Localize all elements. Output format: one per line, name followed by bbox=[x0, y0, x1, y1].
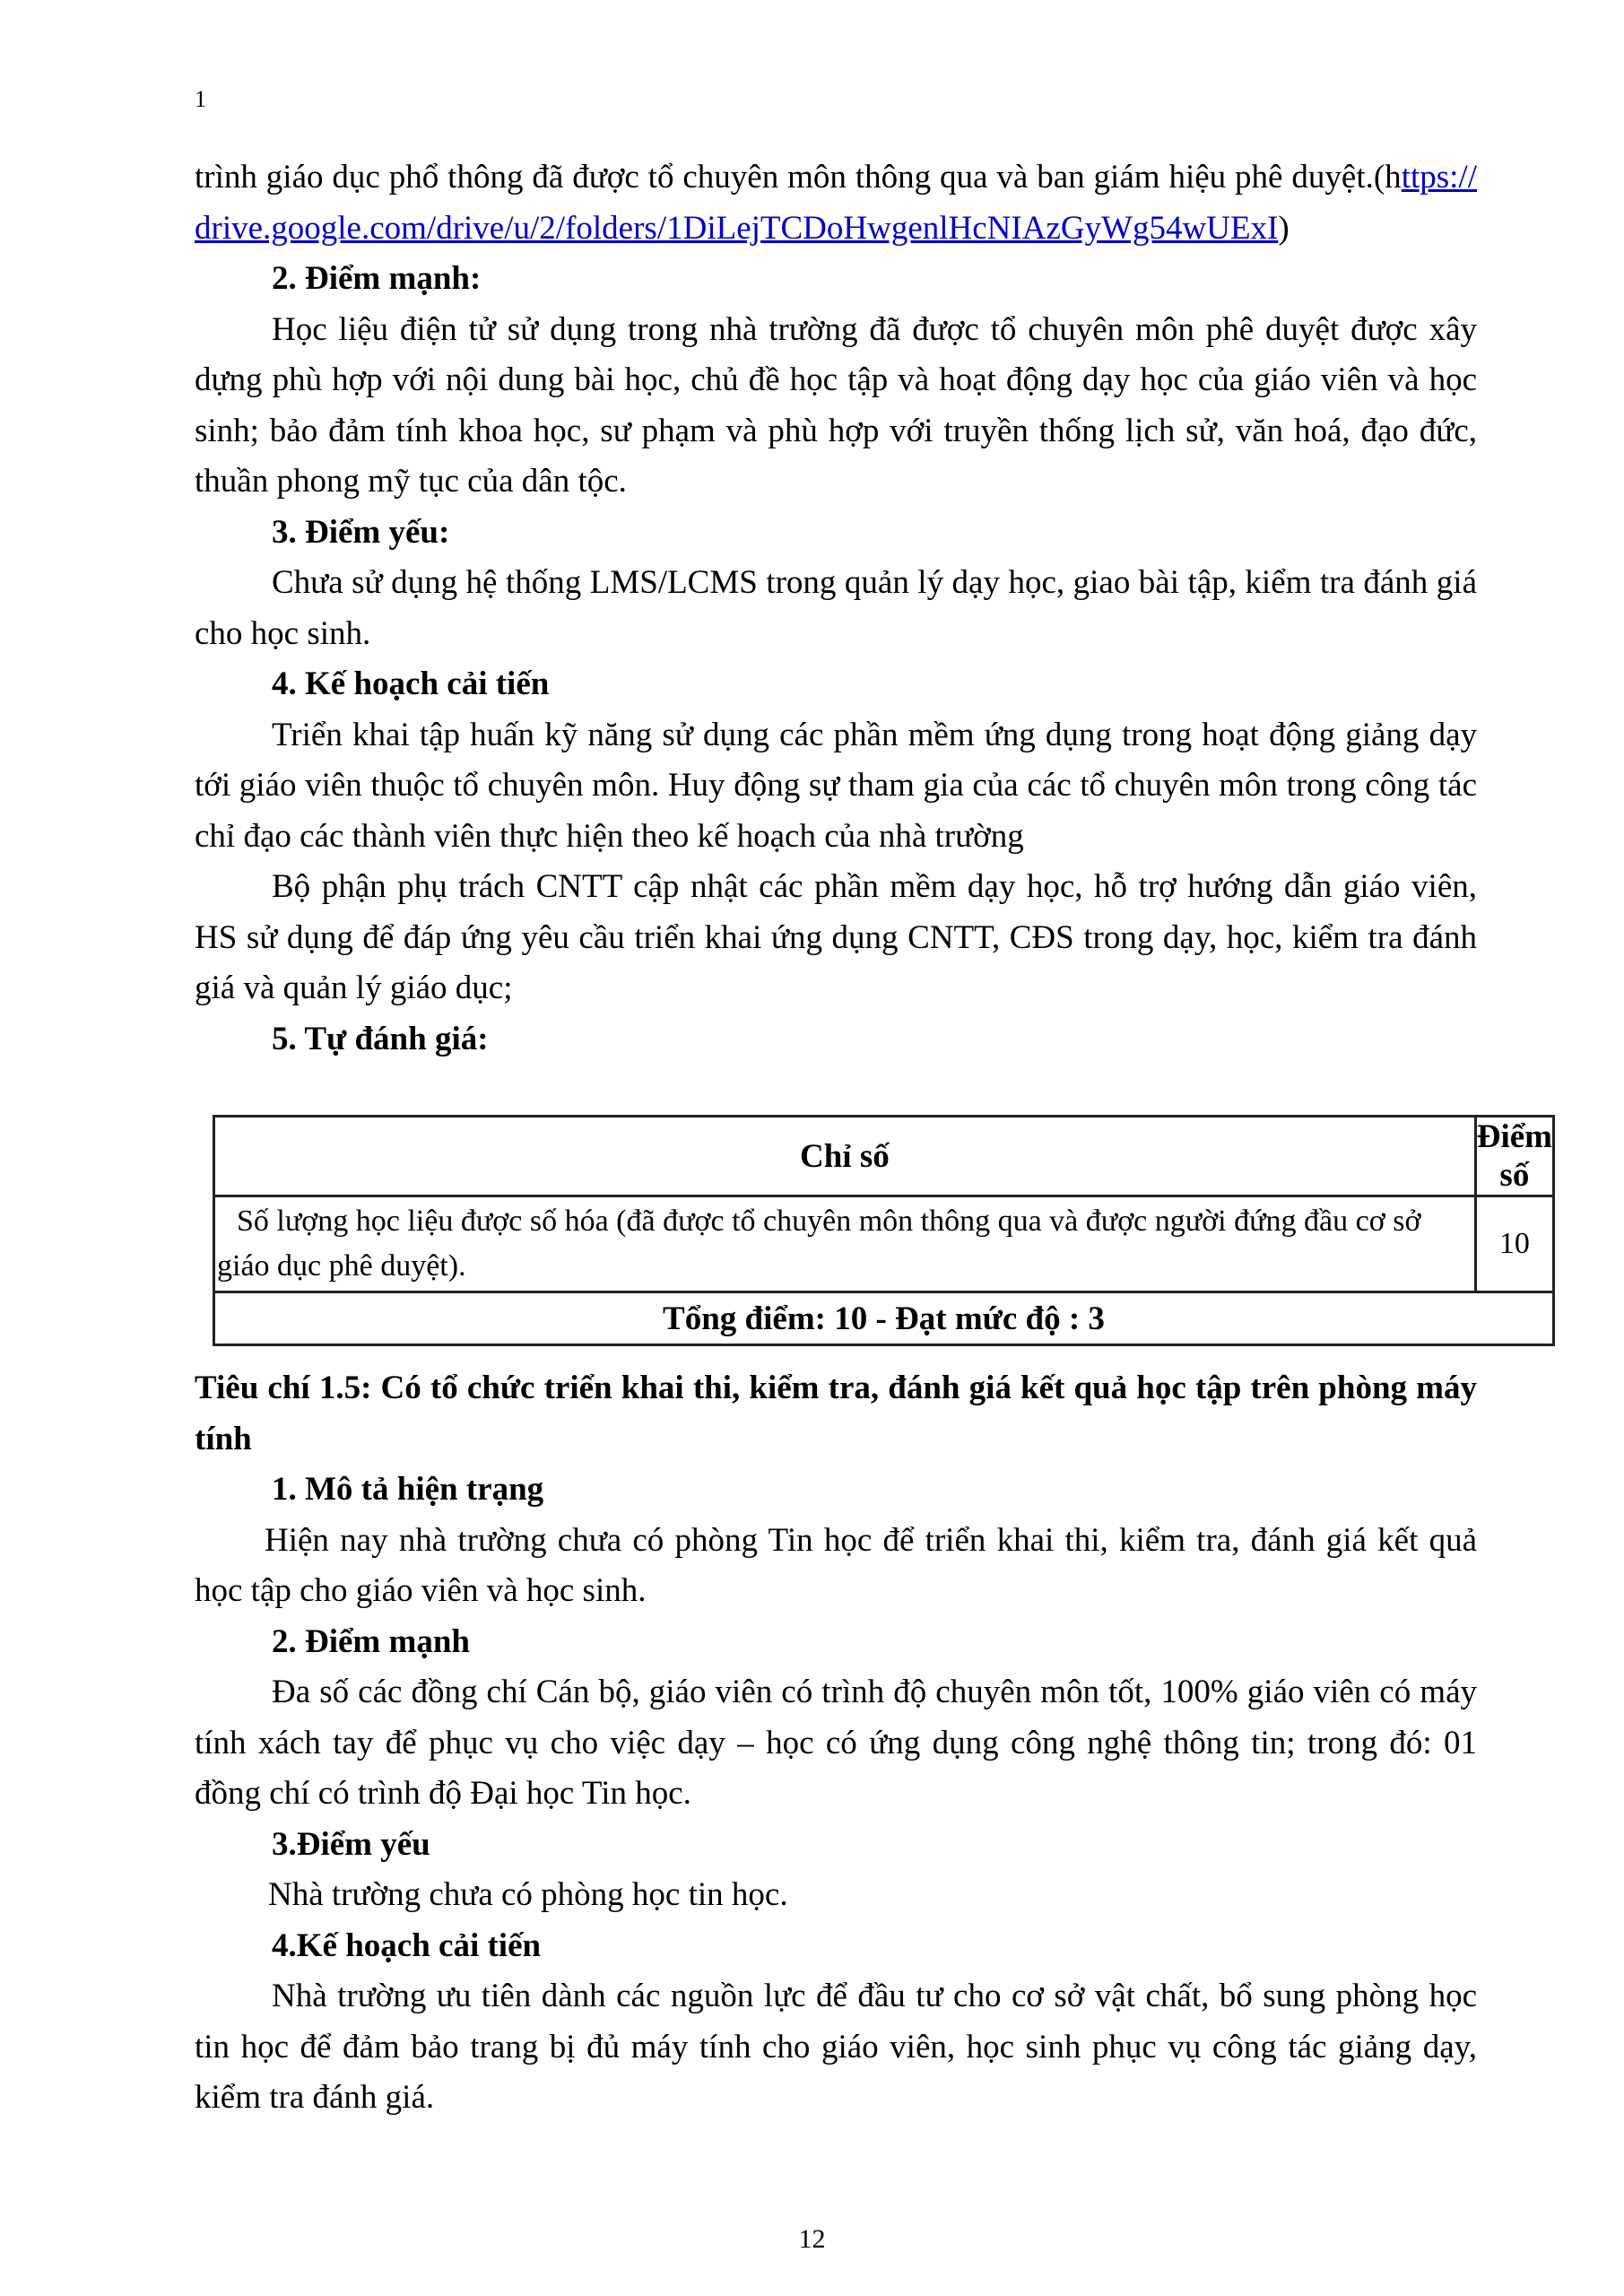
intro-paragraph bbox=[195, 152, 1477, 254]
b-weakness-text: Nhà trường chưa có phòng học tin học. bbox=[268, 1876, 788, 1913]
total-row bbox=[214, 1292, 1554, 1345]
criterion-title: Tiêu chí 1.5: Có tổ chức triển khai thi, kiểm tra, đánh giá kết quả học tập trên phòng máy tính bbox=[195, 1370, 1477, 1457]
plan-text-2: Bộ phận phụ trách CNTT cập nhật các phần mềm dạy học, hỗ trợ hướng dẫn giáo viên, HS sử dụng để đáp ứng yêu cầu triển khai ứng dụng CNTT, CĐS trong dạy, học, kiểm tra đánh giá và quản lý giáo dục; bbox=[195, 868, 1477, 1006]
self-eval-heading: 5. Tự đánh giá: bbox=[272, 1020, 489, 1057]
indicator-cell bbox=[214, 1196, 1476, 1292]
intro-text: trình giáo dục phổ thông đã được tổ chuyên môn thông qua và ban giám hiệu phê duyệt.(h bbox=[195, 159, 1402, 196]
page-number: 12 bbox=[798, 2224, 826, 2254]
page-mark: 1 bbox=[195, 86, 206, 112]
weakness-text: Chưa sử dụng hệ thống LMS/LCMS trong quản lý dạy học, giao bài tập, kiểm tra đánh giá cho học sinh. bbox=[195, 564, 1477, 652]
score-cell: 10 bbox=[1475, 1196, 1553, 1292]
b-plan-text: Nhà trường ưu tiên dành các nguồn lực để đầu tư cho cơ sở vật chất, bổ sung phòng học tin học để đảm bảo trang bị đủ máy tính cho giáo viên, học sinh phục vụ công tác giảng dạy, kiểm tra đánh giá. bbox=[195, 1978, 1477, 2116]
drive-folder-link[interactable]: ttps://drive.google.com/drive/u/2/folders/1DiLejTCDoHwgenlHcNIAzGyWg54wUExI bbox=[195, 159, 1477, 247]
b-strength-heading: 2. Điểm mạnh bbox=[272, 1622, 470, 1660]
plan-heading: 4. Kế hoạch cải tiến bbox=[272, 665, 550, 702]
b-plan-heading: 4.Kế hoạch cải tiến bbox=[272, 1926, 542, 1964]
status-text: Hiện nay nhà trường chưa có phòng Tin học để triển khai thi, kiểm tra, đánh giá kết quả học tập cho giáo viên và học sinh. bbox=[195, 1521, 1477, 1609]
table-row bbox=[214, 1196, 1554, 1292]
status-heading: 1. Mô tả hiện trạng bbox=[272, 1471, 544, 1508]
criterion-section bbox=[195, 1363, 1477, 2124]
intro-close: ) bbox=[1278, 209, 1290, 247]
b-strength-text: Đa số các đồng chí Cán bộ, giáo viên có trình độ chuyên môn tốt, 100% giáo viên có máy tính xách tay để phục vụ cho việc dạy – học có ứng dụng công nghệ thông tin; trong đó: 01 đồng chí có trình độ Đại học Tin học. bbox=[195, 1674, 1477, 1812]
b-weakness-heading: 3.Điểm yếu bbox=[272, 1825, 430, 1863]
strength-text: Học liệu điện tử sử dụng trong nhà trường đã được tổ chuyên môn phê duyệt được xây dựng phù hợp với nội dung bài học, chủ đề học tập và hoạt động dạy học của giáo viên và học sinh; bảo đảm tính khoa học, sư phạm và phù hợp với truyền thống lịch sử, văn hoá, đạo đức, thuần phong mỹ tục của dân tộc. bbox=[195, 310, 1477, 500]
indicator-text: Số lượng học liệu được số hóa (đã được tổ chuyên môn thông qua và được người đứng đầu cơ sở giáo dục phê duyệt). bbox=[217, 1205, 1421, 1283]
plan-text-1: Triển khai tập huấn kỹ năng sử dụng các phần mềm ứng dụng trong hoạt động giảng dạy tới giáo viên thuộc tổ chuyên môn. Huy động sự tham gia của các tổ chuyên môn trong công tác chỉ đạo các thành viên thực hiện theo kế hoạch của nhà trường bbox=[195, 716, 1477, 855]
total-cell: Tổng điểm: 10 - Đạt mức độ : 3 bbox=[214, 1292, 1554, 1345]
header-score: Điểm số bbox=[1475, 1117, 1553, 1196]
document-body bbox=[195, 152, 1477, 1065]
strength-heading: 2. Điểm mạnh: bbox=[272, 260, 482, 297]
score-table bbox=[213, 1115, 1555, 1346]
table-header-row bbox=[214, 1117, 1554, 1196]
header-indicator: Chỉ số bbox=[214, 1117, 1476, 1196]
weakness-heading: 3. Điểm yếu: bbox=[272, 513, 450, 551]
